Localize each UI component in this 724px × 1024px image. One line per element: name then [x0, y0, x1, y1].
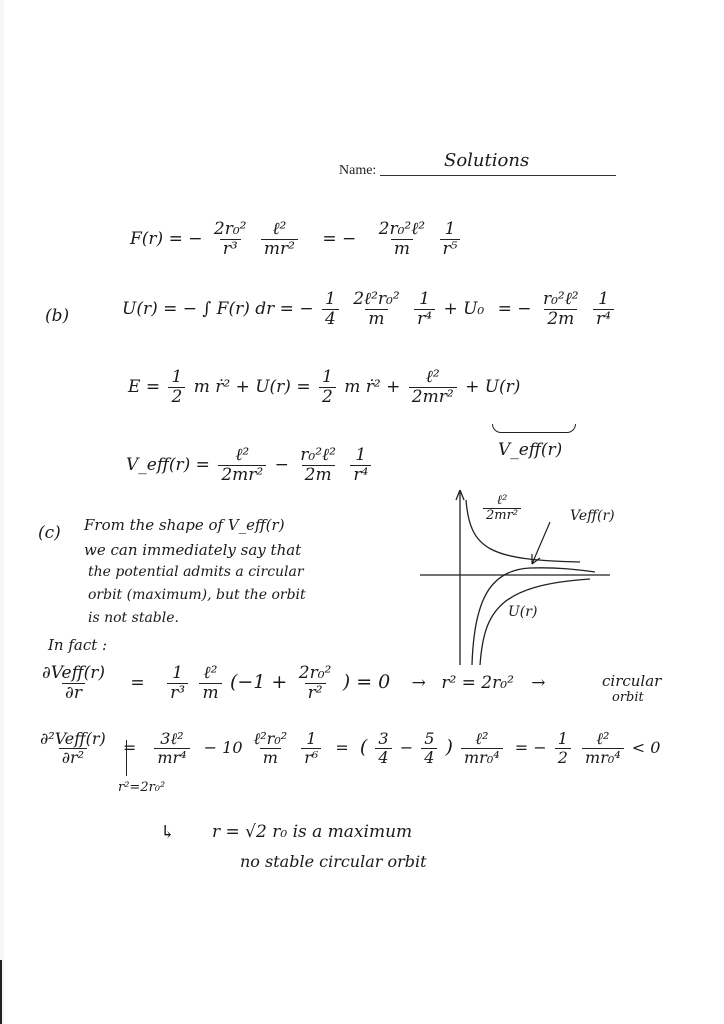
potential-frac-4: $\frac{\text{r₀²ℓ²}}{2m}$ — [542, 289, 579, 329]
energy-term-1: m ṙ² + U(r) = — [193, 377, 311, 398]
conclusion-line-1: r = √2 r₀ is a maximum — [212, 822, 413, 842]
energy-lhs: E = — [128, 377, 161, 398]
force-frac-4: $\frac{1}{\text{r⁵}}$ — [440, 220, 461, 259]
energy-frac-3: $\frac{\text{ℓ²}}{\text{2mr²}}$ — [409, 368, 457, 407]
scan-edge-shadow — [0, 0, 4, 1024]
potential-eq: = − — [497, 299, 532, 320]
veff-frac-1: $\frac{\text{ℓ²}}{\text{2mr²}}$ — [218, 446, 266, 485]
orbit-label: orbit — [612, 690, 644, 705]
force-mid: = − — [322, 229, 357, 250]
graph-label-veff: Veff(r) — [570, 508, 615, 524]
force-equation — [130, 220, 463, 259]
veff-lhs: V_eff(r) = — [126, 455, 210, 476]
evaluation-point: r²=2r₀² — [118, 780, 166, 795]
name-underline — [380, 175, 616, 176]
underbrace — [492, 424, 576, 433]
second-derivative-lhs: $\frac{\text{∂²Veff(r)}}{\text{∂r²}}$ — [40, 729, 106, 767]
second-derivative-equation: $\frac{\text{∂²Veff(r)}}{\text{∂r²}}$ = $\frac{\text{3ℓ²}}{\text{mr⁴}}$ − 10 $\frac{\text{ℓ²r₀²}}{m}$ $\frac{1}{\text{r⁶}}$ = ( $\frac{3}{4}$ − $\frac{5}{4}$ ) $\frac{\text{ℓ²}}{\text{mr₀⁴}}$ = − $\frac{1}{2}$ $\frac{\text{ℓ²}}{\text{mr₀⁴}}$ < 0 — [34, 730, 660, 767]
potential-frac-1: $\frac{1}{4}$ — [322, 290, 339, 329]
conclusion-line-2: no stable circular orbit — [240, 852, 427, 871]
force-frac-3: $\frac{\text{2r₀²ℓ²}}{m}$ — [378, 219, 426, 259]
veff-frac-2: $\frac{\text{r₀²ℓ²}}{2m}$ — [300, 445, 336, 485]
circular-label: circular — [602, 672, 662, 690]
potential-frac-2: $\frac{\text{2ℓ²r₀²}}{m}$ — [353, 289, 400, 329]
graph-label-centrifugal: $\frac{\text{ℓ²}}{\text{2mr²}}$ — [480, 494, 524, 524]
potential-frac-5: $\frac{1}{\text{r⁴}}$ — [593, 290, 614, 329]
energy-frac-1: $\frac{1}{2}$ — [168, 368, 185, 407]
scan-edge-mark — [0, 960, 2, 1024]
part-b-label: (b) — [45, 306, 70, 326]
part-c-line-4: orbit (maximum), but the orbit — [88, 587, 306, 603]
part-c-line-2: we can immediately say that — [84, 541, 302, 559]
circular-orbit-radius: r² = 2r₀² — [441, 673, 514, 694]
energy-frac-2: $\frac{1}{2}$ — [319, 368, 336, 407]
name-value: Solutions — [444, 150, 530, 171]
part-c-line-5: is not stable. — [88, 610, 179, 626]
potential-curve — [480, 579, 590, 665]
graph-label-u: U(r) — [508, 604, 538, 620]
veff-equation — [126, 446, 374, 485]
in-fact-label: In fact : — [48, 636, 108, 654]
part-c-line-1: From the shape of V_eff(r) — [84, 516, 285, 534]
name-label: Name: — [339, 163, 377, 178]
veff-pointer-line — [532, 522, 550, 564]
force-frac-1: $\frac{\text{2r₀²}}{\text{r³}}$ — [213, 219, 247, 259]
part-c-line-3: the potential admits a circular — [88, 564, 304, 580]
first-derivative-equation: $\frac{\text{∂Veff(r)}}{\partial r}$ = $\frac{1}{\text{r³}}$ $\frac{\text{ℓ²}}{m}$ (−1 + $\frac{\text{2r₀²}}{\text{r²}}$ ) = 0 → r² = 2r₀² → — [36, 664, 546, 703]
potential-lhs: U(r) = − ∫ F(r) dr = − — [122, 299, 314, 320]
potential-equation — [122, 290, 617, 329]
force-frac-2: $\frac{\text{ℓ²}}{\text{mr²}}$ — [261, 220, 298, 259]
veff-frac-3: $\frac{1}{\text{r⁴}}$ — [350, 446, 371, 485]
veff-minus: − — [274, 455, 289, 476]
potential-constant: + U₀ — [443, 299, 485, 320]
force-lhs: F(r) = − — [130, 229, 203, 250]
energy-equation — [128, 368, 520, 407]
underbrace-label: V_eff(r) — [498, 440, 563, 460]
part-c-label: (c) — [38, 523, 61, 543]
energy-term-2: m ṙ² + — [344, 377, 401, 398]
conclusion-arrow: ↳ — [160, 822, 176, 843]
energy-term-3: + U(r) — [465, 377, 521, 398]
potential-frac-3: $\frac{1}{\text{r⁴}}$ — [414, 290, 435, 329]
first-derivative-lhs: $\frac{\text{∂Veff(r)}}{\partial r}$ — [42, 663, 106, 703]
evaluation-bar — [126, 740, 127, 776]
